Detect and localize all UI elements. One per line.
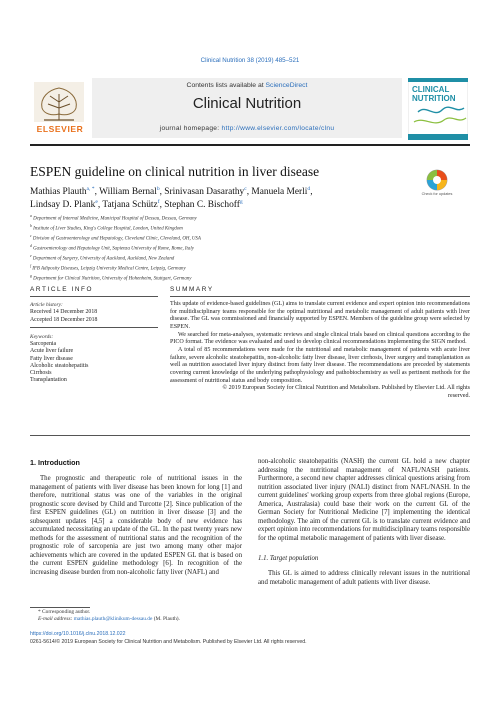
issn-copyright: 0261-5614/© 2019 European Society for Clinical Nutrition and Metabolism. Published by Elsevier Ltd. All rights reserved. xyxy=(30,639,307,645)
email-suffix: (M. Plauth). xyxy=(152,616,180,622)
contents-prefix: Contents lists available at xyxy=(186,82,266,89)
summary-rule xyxy=(170,296,470,297)
body-paragraph: non-alcoholic steatohepatitis (NASH) the current GL hold a new chapter addressing the nutritional management of NAFL/NASH patients. Furthermore, a second new chapter addresses clinical questions arising from nutrition associated liver injury (NALI) distinct from NAFL/NASH. In the current guidelines' working group experts from three global regions (Europe, America, Australasia) could base their work on the current GL of the German Society for Nutritional Medicine [7] implementing the identical methodology. The aim of the current GL is to translate current evidence and expert opinion into recommendations for multidisciplinary teams responsible for the optimal metabolic management of patients with liver disease. xyxy=(258,458,470,542)
body-paragraph: This GL is aimed to address clinically relevant issues in the nutritional and metabolic management of adult patients with liver disease. xyxy=(258,570,470,587)
author-name[interactable]: Tatjana Schütz xyxy=(102,200,158,211)
author-name[interactable]: Srinivasan Dasarathy xyxy=(164,187,245,198)
author-affiliation-marker[interactable]: a, * xyxy=(86,186,95,192)
affiliation-text: Institute of Liver Studies, King's College Hospital, London, United Kingdom xyxy=(33,226,183,232)
elsevier-logo[interactable] xyxy=(30,80,88,136)
author-list-line-2 xyxy=(30,199,243,210)
journal-citation[interactable]: Clinical Nutrition 38 (2019) 485–521 xyxy=(200,57,300,64)
affiliation-item xyxy=(30,263,330,273)
journal-cover[interactable] xyxy=(408,78,468,140)
body-paragraph: The prognostic and therapeutic role of nutritional issues in the management of patients with liver disease has been known for long [1] and therefore, nutritional status was one of the variables in the original prognostic score devised by Child and Turcotte [2]. Since publication of the first ESPEN guidelines (GL) on nutrition in liver disease [3] and the subsequent updates [4,5] a considerable body of new evidence has accumulated necessitating an update of the GL. In the past twenty years new methods for the assessment of nutritional status and the recognition of the prognostic role of sarcopenia are just two among many other major achievements which are covered in the updated ESPEN GL that is based on the current ESPEN guideline methodology [6]. In recognition of the increasing disease burden from non-alcoholic fatty liver (NAFL) and xyxy=(30,475,242,577)
keyword-list xyxy=(30,341,88,385)
author-affiliation-marker[interactable]: f xyxy=(157,199,160,205)
affiliation-marker: g xyxy=(30,273,32,278)
author-affiliation-marker[interactable]: c xyxy=(244,186,247,192)
sciencedirect-link[interactable]: ScienceDirect xyxy=(265,82,308,89)
email-link[interactable]: mathias.plauth@klinikum-dessau.de xyxy=(73,616,153,622)
affiliations xyxy=(30,213,330,282)
affiliation-text: Division of Gastroenterology and Hepatology, Cleveland Clinic, Cleveland, OH, USA xyxy=(32,236,201,242)
author-separator: , xyxy=(246,187,252,198)
cover-title-1: CLINICAL xyxy=(412,85,450,94)
affiliation-marker: a xyxy=(30,214,32,218)
keyword-item[interactable]: Fatty liver disease xyxy=(30,355,73,362)
homepage-link[interactable]: http://www.elsevier.com/locate/clnu xyxy=(221,125,335,132)
corresponding-email-note xyxy=(38,616,180,622)
cover-title-2: NUTRITION xyxy=(412,94,456,103)
affiliation-item xyxy=(30,273,330,283)
contents-availability xyxy=(92,82,402,89)
history-label: Article history: xyxy=(30,302,63,308)
keyword-item[interactable]: Sarcopenia xyxy=(30,341,57,347)
footnote-rule xyxy=(30,607,90,608)
section-heading-introduction: 1. Introduction xyxy=(30,458,80,467)
section-heading-target-population: 1.1. Target population xyxy=(258,555,319,563)
keyword-item[interactable]: Alcoholic steatohepatitis xyxy=(30,362,89,369)
header-rule xyxy=(30,144,470,146)
affiliation-text: Department of Internal Medicine, Municipal Hospital of Dessau, Dessau, Germany xyxy=(33,216,197,222)
doi-link[interactable]: https://doi.org/10.1016/j.clnu.2018.12.022 xyxy=(30,631,126,637)
author-name[interactable]: Stephan C. Bischoff xyxy=(164,200,240,211)
affiliation-text: Department of Surgery, University of Auckland, Auckland, New Zealand xyxy=(32,256,175,262)
author-affiliation-marker[interactable]: e xyxy=(95,199,98,205)
body-column-left xyxy=(30,475,242,578)
author-name[interactable]: Lindsay D. Plank xyxy=(30,200,96,211)
affiliation-text: Department for Clinical Nutrition, University of Hohenheim, Stuttgart, Germany xyxy=(33,276,192,282)
affiliation-item xyxy=(30,233,330,243)
affiliation-marker: b xyxy=(30,223,32,228)
corresponding-author-note: * Corresponding author. xyxy=(38,609,91,615)
affiliation-item xyxy=(30,223,330,233)
keyword-item[interactable]: Transplantation xyxy=(30,377,67,384)
affiliation-marker: d xyxy=(30,243,32,248)
abstract-bottom-rule xyxy=(30,435,470,436)
affiliation-text: Gastroenterology and Hepatology Unit, Sapienza University of Rome, Rome, Italy xyxy=(33,246,194,252)
affiliation-item xyxy=(30,213,330,223)
keywords-rule xyxy=(30,327,158,328)
journal-banner xyxy=(92,78,402,138)
summary-abstract xyxy=(170,301,470,401)
author-affiliation-marker[interactable]: b xyxy=(156,186,160,192)
copyright-notice xyxy=(170,385,470,400)
received-date: Received 14 December 2018 xyxy=(30,309,98,315)
affiliation-text: IFB Adiposity Diseases, Leipzig University Medical Centre, Leipzig, Germany xyxy=(32,266,186,272)
body-column-right xyxy=(258,458,470,588)
author-list-line-1 xyxy=(30,186,313,197)
publisher-name: ELSEVIER xyxy=(36,124,84,134)
author-name[interactable]: Mathias Plauth xyxy=(30,187,87,198)
summary-paragraph: A total of 85 recommendations were made for the nutritional and metabolic management of patients with acute liver failure, severe alcoholic steatohepatitis, non-alcoholic fatty liver disease, liver cirrhosis, liver surgery and transplantation as well as nutrition associated liver injury distinct from fatty liver disease. The recommendations are preceded by statements covering current knowledge of the underlying pathophysiology and pathobiochemistry as well as pertinent methods for the assessment of nutritional status and body composition. xyxy=(170,346,470,384)
author-separator: , xyxy=(159,187,165,198)
affiliation-item xyxy=(30,253,330,263)
affiliation-marker: f xyxy=(30,263,32,268)
copyright-line: © 2019 European Society for Clinical Nutrition and Metabolism. Published by Elsevier Ltd. All rights xyxy=(222,385,470,392)
affiliation-item xyxy=(30,243,330,253)
author-separator: , xyxy=(159,200,165,211)
check-for-updates-badge[interactable] xyxy=(422,168,452,202)
article-info-rule xyxy=(30,296,158,297)
summary-heading: SUMMARY xyxy=(170,286,214,293)
author-affiliation-marker[interactable]: g xyxy=(239,199,243,205)
summary-paragraph: We searched for meta-analyses, systematic reviews and single clinical trials based on clinical questions according to the PICO format. The evidence was evaluated and used to develop clinical recommendations implementing the SIGN method. xyxy=(170,331,470,346)
author-separator: , xyxy=(97,200,103,211)
author-name[interactable]: William Bernal xyxy=(99,187,157,198)
accepted-date: Accepted 18 December 2018 xyxy=(30,317,98,323)
author-separator: , xyxy=(310,187,313,198)
author-separator: , xyxy=(94,187,100,198)
copyright-line: reserved. xyxy=(448,392,470,399)
keyword-item[interactable]: Acute liver failure xyxy=(30,348,74,355)
summary-paragraph: This update of evidence-based guidelines (GL) aims to translate current evidence and expert opinion into recommendations for multidisciplinary teams responsible for the optimal nutritional and metabolic management of adult patients with liver disease. The GL was commissioned and financially supported by ESPEN. Members of the guideline group were selected by ESPEN. xyxy=(170,301,470,330)
journal-homepage xyxy=(92,125,402,132)
article-title: ESPEN guideline on clinical nutrition in liver disease xyxy=(30,164,320,179)
crossmark-icon xyxy=(422,168,452,192)
crossmark-label: Check for updates xyxy=(421,192,453,196)
journal-name: Clinical Nutrition xyxy=(192,95,302,112)
homepage-prefix: journal homepage: xyxy=(159,125,222,132)
affiliation-marker: c xyxy=(30,233,32,238)
article-info-heading: ARTICLE INFO xyxy=(30,286,94,293)
author-name[interactable]: Manuela Merli xyxy=(251,187,308,198)
email-label: E-mail address: xyxy=(38,616,74,622)
author-affiliation-marker[interactable]: d xyxy=(307,186,311,192)
keyword-item[interactable]: Cirrhosis xyxy=(30,370,52,377)
affiliation-marker: e xyxy=(30,253,32,258)
keywords-label: Keywords: xyxy=(30,334,54,340)
